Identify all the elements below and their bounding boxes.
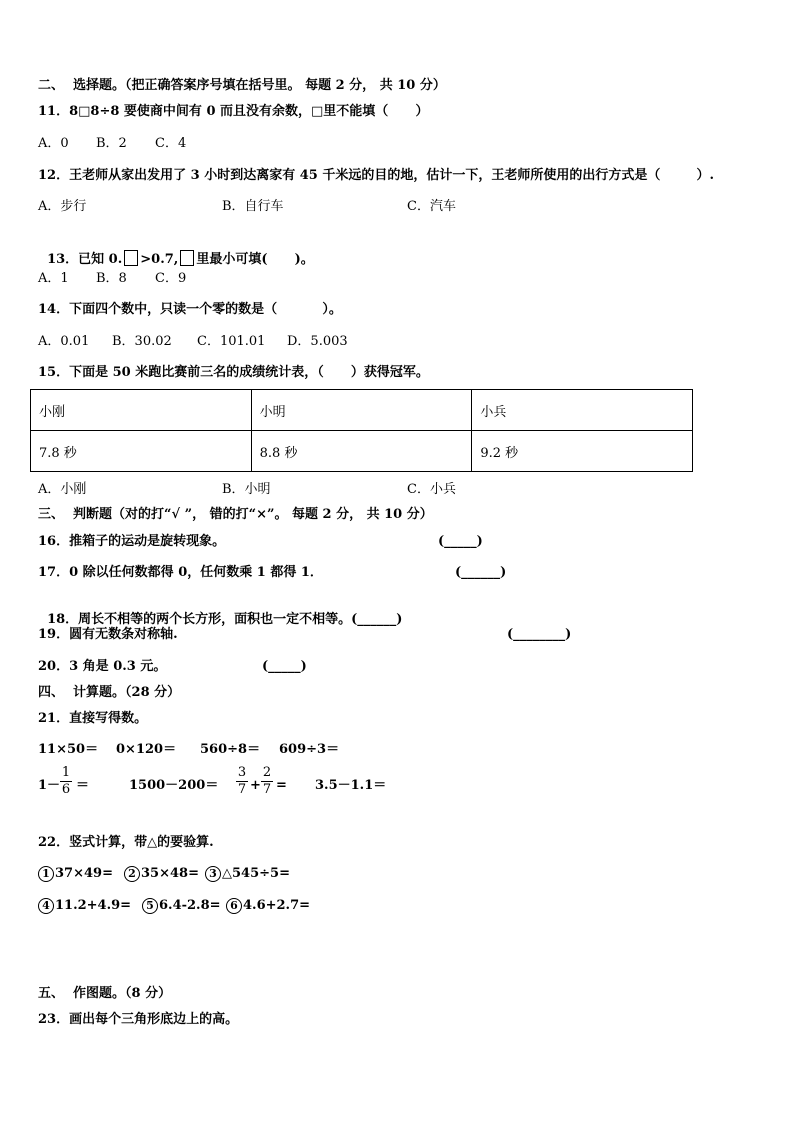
calc-item — [226, 898, 310, 914]
q15-option-a: A．小刚 — [38, 482, 87, 497]
calc-expression: 35×48= — [141, 866, 199, 881]
answer-blank: (_____) — [438, 534, 483, 549]
calc-item — [205, 866, 290, 882]
table-cell: 9.2 秒 — [472, 431, 693, 472]
q11-option-c: C．4 — [155, 136, 187, 151]
q12-option-b: B．自行车 — [222, 199, 284, 214]
q13-text-c: 里最小可填( )。 — [196, 252, 314, 267]
calc-item: 0×120＝ — [116, 742, 177, 757]
q12-option-a: A．步行 — [38, 199, 87, 214]
equals-sign: = — [276, 778, 287, 793]
question-18-text: 18．周长不相等的两个长方形，面积也一定不相等。 — [47, 612, 352, 627]
q15-option-b: B．小明 — [222, 482, 271, 497]
calc-item — [38, 866, 113, 882]
calc-expression: 6.4-2.8= — [159, 898, 221, 913]
question-14: 14．下面四个数中，只读一个零的数是（ ）。 — [38, 302, 342, 317]
blank-box — [124, 250, 138, 266]
circled-number: 5 — [142, 898, 158, 914]
calc-item — [124, 866, 199, 882]
calc-item: 609÷3＝ — [279, 742, 340, 757]
q11-option-b: B．2 — [96, 136, 127, 151]
section4-heading: 四、 计算题。（28 分） — [38, 685, 181, 700]
blank-box — [180, 250, 194, 266]
answer-blank: (_____) — [262, 659, 307, 674]
calc-item — [38, 898, 131, 914]
calc-item: 1500－200＝ — [129, 778, 219, 793]
results-table — [30, 389, 693, 472]
table-row — [31, 431, 693, 472]
numerator: 1 — [61, 765, 71, 780]
table-cell: 8.8 秒 — [251, 431, 472, 472]
numerator: 3 — [237, 765, 247, 780]
section2-heading: 二、 选择题。（把正确答案序号填在括号里。 每题 2 分， 共 10 分） — [38, 78, 446, 93]
numerator: 2 — [262, 765, 272, 780]
q13-option-b: B．8 — [96, 271, 127, 286]
circled-number: 3 — [205, 866, 221, 882]
q12-option-c: C．汽车 — [407, 199, 456, 214]
calc-item: 560÷8＝ — [200, 742, 261, 757]
table-row — [31, 390, 693, 431]
circled-number: 1 — [38, 866, 54, 882]
fraction — [60, 766, 72, 797]
question-21: 21．直接写得数。 — [38, 711, 148, 726]
denominator: 7 — [237, 782, 247, 797]
calc-expression: 37×49= — [55, 866, 113, 881]
calc-item: 3.5－1.1＝ — [315, 778, 387, 793]
calc-item — [142, 898, 221, 914]
circled-number: 2 — [124, 866, 140, 882]
question-19: 19．圆有无数条对称轴. — [38, 627, 178, 642]
fraction — [261, 766, 273, 797]
calc-whole-part: 1－ — [38, 778, 61, 793]
answer-blank: (______) — [351, 612, 403, 627]
calc-expression: △545÷5= — [222, 866, 290, 881]
q14-option-b: B．30.02 — [112, 334, 172, 349]
section3-heading: 三、 判断题（对的打“√ ”， 错的打“×”。 每题 2 分， 共 10 分） — [38, 507, 433, 522]
answer-blank: (________) — [507, 627, 572, 642]
question-16: 16．推箱子的运动是旋转现象。 — [38, 534, 226, 549]
question-13 — [38, 234, 314, 268]
q14-option-c: C．101.01 — [197, 334, 266, 349]
question-15: 15．下面是 50 米跑比赛前三名的成绩统计表，（ ）获得冠军。 — [38, 365, 429, 380]
question-12: 12．王老师从家出发用了 3 小时到达离家有 45 千米远的目的地，估计一下，王老师所使用的出行方式是（ ）. — [38, 168, 715, 183]
calc-expression: 11.2+4.9= — [55, 898, 132, 913]
plus-sign: + — [250, 778, 261, 793]
section5-heading: 五、 作图题。（8 分） — [38, 986, 172, 1001]
table-cell: 小兵 — [472, 390, 693, 431]
q13-text-a: 13．已知 0. — [47, 252, 123, 267]
question-22: 22．竖式计算，带△的要验算. — [38, 835, 214, 850]
q13-text-b: >0.7, — [140, 252, 179, 267]
table-cell: 小刚 — [31, 390, 252, 431]
calc-item: 11×50＝ — [38, 742, 99, 757]
q11-option-a: A．0 — [38, 136, 69, 151]
denominator: 7 — [262, 782, 272, 797]
question-17: 17．0 除以任何数都得 0，任何数乘 1 都得 1． — [38, 565, 323, 580]
answer-blank: (______) — [455, 565, 507, 580]
question-18 — [38, 596, 402, 628]
q13-option-a: A．1 — [38, 271, 69, 286]
equals-sign: ＝ — [76, 778, 90, 793]
question-11: 11．8□8÷8 要使商中间有 0 而且没有余数，□里不能填（ ） — [38, 104, 429, 119]
q14-option-d: D．5.003 — [287, 334, 348, 349]
denominator: 6 — [61, 782, 71, 797]
circled-number: 4 — [38, 898, 54, 914]
circled-number: 6 — [226, 898, 242, 914]
calc-expression: 4.6+2.7= — [243, 898, 311, 913]
q13-option-c: C．9 — [155, 271, 187, 286]
q15-option-c: C．小兵 — [407, 482, 456, 497]
question-23: 23．画出每个三角形底边上的高。 — [38, 1012, 239, 1027]
table-cell: 7.8 秒 — [31, 431, 252, 472]
fraction — [236, 766, 248, 797]
table-cell: 小明 — [251, 390, 472, 431]
question-20: 20．3 角是 0.3 元。 — [38, 659, 167, 674]
q14-option-a: A．0.01 — [38, 334, 90, 349]
